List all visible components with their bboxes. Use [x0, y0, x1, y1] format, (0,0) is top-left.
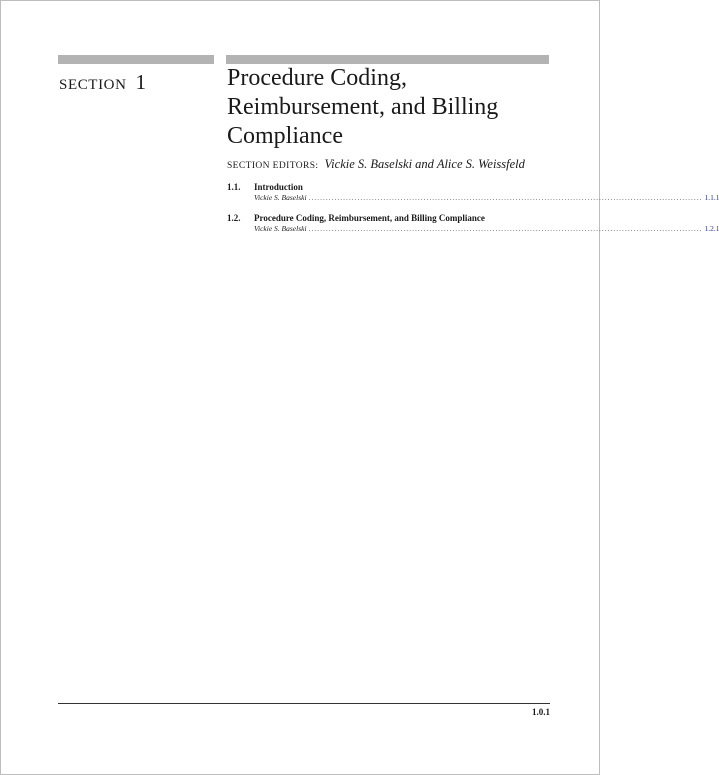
toc-entry-number: 1.2. — [227, 213, 241, 223]
toc-entry-author: Vickie S. Baselski — [254, 224, 307, 233]
toc-entry-page-link[interactable]: 1.1.1 — [704, 193, 719, 202]
title-header-bar — [226, 55, 549, 64]
toc-dot-leader: ......................................................................................................................................... — [308, 193, 703, 202]
footer-page-number: 1.0.1 — [532, 707, 550, 717]
toc-entry-author: Vickie S. Baselski — [254, 193, 307, 202]
toc-entry-title[interactable]: Procedure Coding, Reimbursement, and Billing Compliance — [254, 213, 485, 223]
editors-label: SECTION EDITORS: — [227, 161, 319, 171]
toc-entry-number: 1.1. — [227, 182, 241, 192]
section-number: 1 — [135, 70, 147, 94]
footer-rule — [58, 703, 550, 704]
section-word: SECTION — [59, 77, 127, 93]
toc-entry[interactable] — [227, 182, 719, 203]
toc-dot-leader: ......................................................................................................................................... — [308, 224, 703, 233]
section-label — [59, 70, 146, 95]
section-header-bar — [58, 55, 214, 64]
section-editors — [227, 155, 557, 173]
toc-entry-page-link[interactable]: 1.2.1 — [704, 224, 719, 233]
toc-entry[interactable] — [227, 213, 719, 234]
toc-entry-title[interactable]: Introduction — [254, 182, 303, 192]
editors-names: Vickie S. Baselski and Alice S. Weissfeld — [324, 157, 525, 171]
section-title: Procedure Coding, Reimbursement, and Billing Compliance — [227, 65, 499, 149]
